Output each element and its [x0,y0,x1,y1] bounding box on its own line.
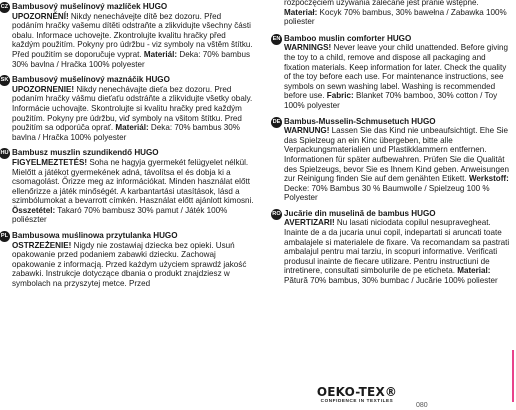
warning-lead: WARNUNG! [284,126,330,136]
section-cz [0,2,254,69]
section-title: Jucărie din muselină de bambus HUGO [284,208,436,218]
warning-lead: UPOZORNENIE! [12,84,75,94]
warning-text: Nikdy nenechávajte dieťa bez dozoru. Pred podaním hračky vášmu dieťaťu odstráňte a zlikvidujte všetky obaly. Informácie uchovajte. Skontrolujte si kvalitu hračky pred každým použitím. Pokyny pre údržbu, viď symboly na všitom štítku. Pred použitím sa odporúča oprať. [12,84,253,133]
material-value: Kocyk 70% bambus, 30% bawełna / Zabawka 100% poliester [284,7,507,27]
section-body [284,218,512,285]
material-label: Werkstoff: [468,174,509,184]
language-badge-cz: CZ [0,2,10,13]
language-badge-sk: SK [0,75,10,86]
material-value: Deka: 70% bambus 30% bavlna / Hračka 100% polyester [12,49,251,69]
material-label: Fabric: [326,91,354,101]
material-value: Blanket 70% bamboo, 30% cotton / Toy 100% polyester [284,91,498,110]
language-badge-hu: HU [0,148,10,159]
section-hu [0,148,254,225]
material-value: Pătură 70% bambus, 30% bumbac / Jucărie 100% poliester [284,276,498,286]
warning-lead: UPOZORNĚNÍ! [12,11,69,21]
right-column [272,0,512,286]
warning-text: Nikdy nenechávejte dítě bez dozoru. Před podáním hračky vašemu dítěti odstraňte a zlikvidujte všechny části obalu. Informace uchovejte. Zkontrolujte kvalitu hračky před každým použitím. Pokyny pro údržbu - viz symboly na vštěm štítku. Před použitím se doporučuje vyprat. [12,11,253,59]
section-title: Bamboo muslin comforter HUGO [284,33,412,43]
section-en [272,33,512,111]
material-label: Materiál: [115,123,149,133]
section-body [12,241,254,289]
warning-text: Nigdy nie zostawiaj dziecka bez opieki. Usuń opakowanie przed podaniem zabawki dziecku. Zachowaj opakowanie z informacją. Przed każdym użyciem sprawdź jakość zabawki. Instrukcje dotyczące dbania o produkt znajdziesz w symbolach na przyszytej metce. Przed [12,240,247,289]
section-ro [272,208,512,286]
language-badge-pl: PL [0,231,10,242]
left-column [0,0,254,289]
material-value: Decke: 70% Bambus 30 % Baumwolle / Spielzeug 100 % Polyester [284,183,490,203]
language-badge-de: DE [271,117,282,128]
section-body [12,12,254,70]
section-body [284,43,512,110]
warning-text: Soha ne hagyja gyermekét felügyelet nélkül. Mielőtt a játékot gyermekének adná, távolítsa el és dobja ki a csomagolást. Őrizze meg az információkat. Minden használat előtt ellenőrizze a játék minőségét. A karbantartási utasítások, lásd a szimbólumokat a bevarrott címkén. Használat előtt ajánlott kimosni. [12,157,254,206]
material-value: Takaró 70% bambusz 30% pamut / Játék 100% poliészter [12,205,228,225]
section-title: Bambus-Musselin-Schmusetuch HUGO [284,116,436,126]
section-body [12,158,254,225]
logo-wordmark: OEKO-TEX® [316,385,398,399]
warning-lead: OSTRZEŻENIE! [12,240,72,250]
warning-text: Lassen Sie das Kind nie unbeaufsichtigt. Ehe Sie das Spielzeug an ein Kinc übergeben, bitte alle Verpackungsmaterialien und Plastikklammern entfernen. Informationen für später aufbewahren. Prüfen Sie die Qualität des Spielzeugs, bevor Sie es Ihnem Kind geben. Anweisungen zur Reinigung finden Sie auf dem genähten Etikett. [284,126,509,184]
warning-lead: AVERTIZARI! [284,218,335,228]
material-label: Material: [457,266,491,276]
section-title: Bambusový mušelínový maznáčik HUGO [12,75,170,85]
section-title: Bambusový mušelínový mazlíček HUGO [12,2,168,11]
section-body [284,126,512,203]
language-badge-en: EN [271,34,282,45]
warning-lead: WARNINGS! [284,43,332,53]
section-pl-continuation [276,0,512,27]
section-title: Bambusz muszlin szundikendő HUGO [12,148,159,158]
page-number: 080 [416,402,428,409]
section-pl [0,231,254,289]
oeko-tex-logo [302,386,412,404]
section-de [272,116,512,203]
material-label: Materiał: [284,7,318,17]
warning-text: Never leave your child unattended. Before giving the toy to a child, remove and dispose all packaging and fixation materials. Keep information for later. Check the quality of the toy before each use. For maintenance instructions, see symbols on sewn washing label. Washing is recommended before use. [284,43,509,101]
continuation-text: rozpoczęciem używania zalecane jest pranie wstępne. [284,0,479,7]
warning-text: Nu lasati niciodata copilul nesupravegheat. Inainte de a da jucaria unui copil, indepartati si aruncati toate ambalajele si materialele de fixare. Va recomandam sa pastrati ambalajul pentru mai tarziu, in scopuri informative. Verificati produsul inainte de fiecare utilizare. Pentru instructiuni de intretinere, consultati simbolurile de pe eticheta. [284,218,510,276]
section-body [12,85,254,143]
warning-lead: FIGYELMEZTETÉS! [12,157,88,167]
section-sk [0,75,254,142]
material-label: Összetétel: [12,205,56,215]
language-badge-ro: RO [271,209,282,220]
material-value: Deka: 70% bambus 30% bavlna / Hračka 100% polyester [12,123,241,142]
accent-margin-mark [512,350,514,402]
logo-tagline: CONFIDENCE IN TEXTILES [320,398,394,403]
material-label: Materiál: [143,49,178,59]
section-title: Bambusowa muślinowa przytulanka HUGO [12,231,178,241]
